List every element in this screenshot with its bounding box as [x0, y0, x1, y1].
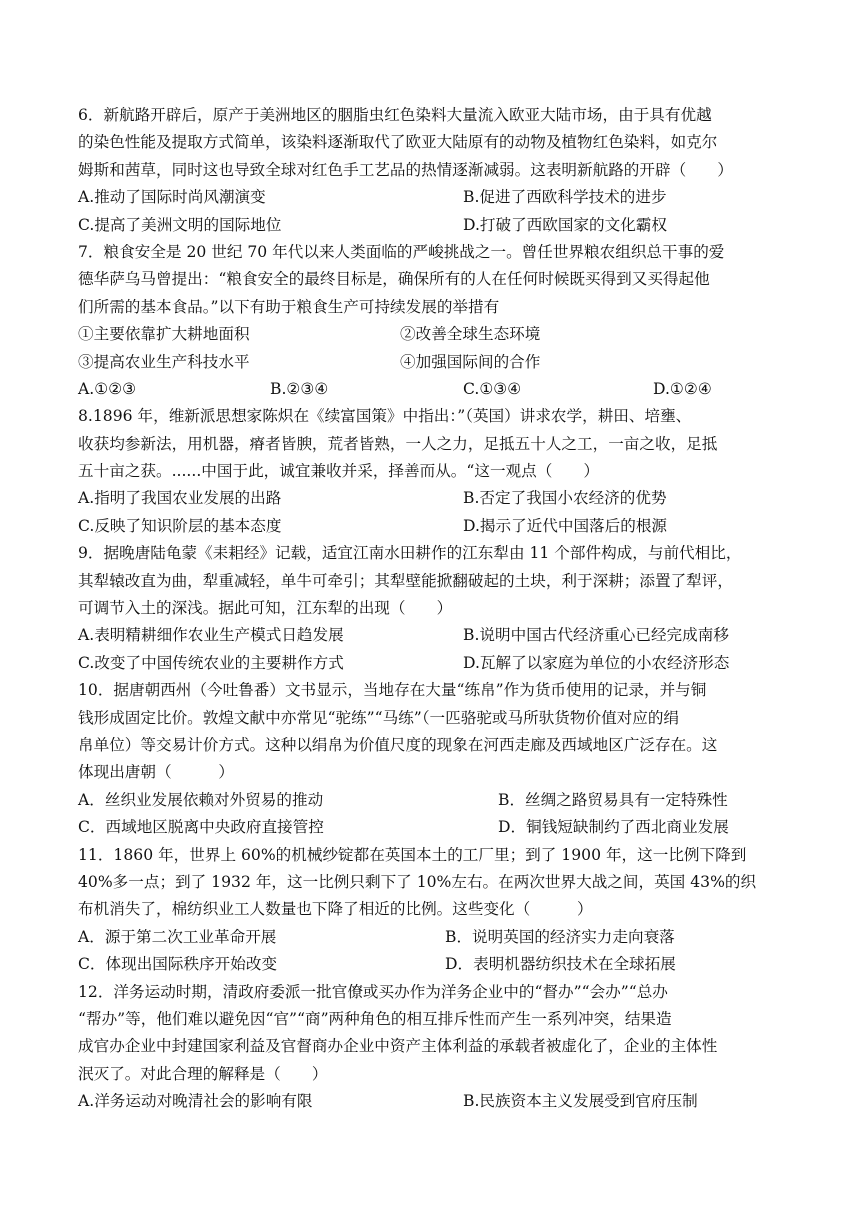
- option-row: [78, 485, 798, 512]
- option-d: D.打破了西欧国家的文化霸权: [463, 215, 668, 234]
- item-row: [78, 321, 798, 348]
- option-c: C.提高了美洲文明的国际地位: [78, 215, 282, 234]
- item-1: ①主要依靠扩大耕地面积: [78, 325, 250, 344]
- option-row: [78, 1088, 798, 1115]
- option-row: [78, 924, 798, 951]
- option-b: B.说明中国古代经济重心已经完成南移: [463, 626, 729, 645]
- item-3: ③提高农业生产科技水平: [78, 352, 250, 371]
- question-11: [78, 842, 798, 979]
- option-a: A.指明了我国农业发展的出路: [78, 489, 282, 508]
- option-row: [78, 212, 798, 239]
- question-stem-line: 体现出唐朝（ ）: [78, 763, 234, 782]
- question-8: [78, 403, 798, 540]
- option-c: C．体现出国际秩序开始改变: [78, 955, 278, 974]
- question-stem-line: 7．粮食安全是 20 世纪 70 年代以来人类面临的严峻挑战之一。曾任世界粮农组织总干事的爱: [78, 242, 725, 261]
- document-page: [78, 102, 798, 1115]
- question-stem-line: 成官办企业中封建国家利益及官督商办企业中资产主体利益的承载者被虚化了，企业的主体性: [78, 1037, 718, 1056]
- question-stem-line: 9．据晚唐陆龟蒙《耒耜经》记载，适宜江南水田耕作的江东犁由 11 个部件构成，与前代相比，: [78, 544, 742, 563]
- option-b: B．说明英国的经济实力走向衰落: [445, 927, 675, 946]
- option-row: [78, 650, 798, 677]
- option-b: B.民族资本主义发展受到官府压制: [463, 1092, 698, 1111]
- question-stem-line: 们所需的基本食品。”以下有助于粮食生产可持续发展的举措有: [78, 297, 500, 316]
- option-a: A.表明精耕细作农业生产模式日趋发展: [78, 626, 344, 645]
- question-10: [78, 677, 798, 841]
- question-6: [78, 102, 798, 239]
- question-stem-line: 其犁辕改直为曲，犁重减轻，单牛可牵引；其犁壁能掀翻破起的土块，利于深耕；添置了犁评，: [78, 571, 733, 590]
- option-row: [78, 951, 798, 978]
- question-stem-line: 布机消失了，棉纺织业工人数量也下降了相近的比例。这些变化（ ）: [78, 900, 593, 919]
- option-b: B.否定了我国小农经济的优势: [463, 489, 667, 508]
- question-stem-line: “帮办”等，他们难以避免因“官”“商”两种角色的相互排斥性而产生一系列冲突，结果造: [78, 1009, 672, 1028]
- option-a: A．源于第二次工业革命开展: [78, 927, 277, 946]
- question-7: [78, 239, 798, 403]
- option-d: D.揭示了近代中国落后的根源: [463, 516, 668, 535]
- option-a: A.①②③: [78, 379, 137, 398]
- option-a: A.推动了国际时尚风潮演变: [78, 188, 266, 207]
- question-12: [78, 979, 798, 1116]
- option-d: D.瓦解了以家庭为单位的小农经济形态: [463, 653, 730, 672]
- question-stem-line: 钱形成固定比价。敦煌文献中亦常见“驼练”“马练”（一匹骆驼或马所驮货物价值对应的绢: [78, 708, 680, 727]
- option-c: C.反映了知识阶层的基本态度: [78, 516, 282, 535]
- option-row: [78, 814, 798, 841]
- option-row: [78, 184, 798, 211]
- option-b: B.②③④: [270, 379, 329, 398]
- question-stem-line: 帛单位）等交易计价方式。这种以绢帛为价值尺度的现象在河西走廊及西域地区广泛存在。这: [78, 735, 718, 754]
- option-c: C.①③④: [463, 379, 522, 398]
- option-a: A.洋务运动对晚清社会的影响有限: [78, 1092, 313, 1111]
- question-stem-line: 6．新航路开辟后，原产于美洲地区的胭脂虫红色染料大量流入欧亚大陆市场，由于具有优越: [78, 106, 712, 124]
- option-d: D．铜钱短缺制约了西北商业发展: [498, 818, 729, 837]
- question-stem-line: 的染色性能及提取方式简单，该染料逐渐取代了欧亚大陆原有的动物及植物红色染料，如克尔: [78, 133, 718, 152]
- question-stem-line: 40%多一点；到了 1932 年，这一比例只剩下了 10%左右。在两次世界大战之间，英国 43%的织: [78, 872, 757, 891]
- question-stem-line: 可调节入土的深浅。据此可知，江东犁的出现（ ）: [78, 599, 453, 618]
- question-stem-line: 姆斯和茜草，同时这也导致全球对红色手工艺品的热情逐渐减弱。这表明新航路的开辟（ ）: [78, 160, 733, 179]
- question-stem-line: 12．洋务运动时期，清政府委派一批官僚或买办作为洋务企业中的“督办”“会办”“总办: [78, 982, 668, 1001]
- question-stem-line: 五十亩之获。......中国于此，诚宜兼收并采，择善而从。“这一观点（ ）: [78, 462, 600, 481]
- option-c: C.改变了中国传统农业的主要耕作方式: [78, 653, 344, 672]
- option-c: C．西域地区脱离中央政府直接管控: [78, 818, 324, 837]
- item-4: ④加强国际间的合作: [400, 352, 541, 371]
- option-row: [78, 376, 798, 403]
- option-d: D．表明机器纺织技术在全球拓展: [445, 955, 676, 974]
- question-stem-line: 收获均参新法，用机器，瘠者皆腴，荒者皆熟，一人之力，足抵五十人之工，一亩之收，足抵: [78, 434, 718, 453]
- option-row: [78, 622, 798, 649]
- question-stem-line: 8.1896 年，维新派思想家陈炽在《续富国策》中指出：”（英国）讲求农学，耕田、培壅、: [78, 407, 692, 426]
- option-row: [78, 787, 798, 814]
- option-b: B.促进了西欧科学技术的进步: [463, 188, 667, 207]
- option-row: [78, 513, 798, 540]
- question-9: [78, 540, 798, 677]
- question-stem-line: 泯灭了。对此合理的解释是（ ）: [78, 1064, 328, 1083]
- option-d: D.①②④: [653, 379, 712, 398]
- question-stem-line: 10．据唐朝西州（今吐鲁番）文书显示，当地存在大量“练帛”作为货币使用的记录，并与铜: [78, 681, 707, 700]
- item-row: [78, 349, 798, 376]
- question-stem-line: 德华萨乌马曾提出：“粮食安全的最终目标是，确保所有的人在任何时候既买得到又买得起他: [78, 270, 710, 289]
- item-2: ②改善全球生态环境: [400, 325, 541, 344]
- option-a: A．丝织业发展依赖对外贸易的推动: [78, 790, 324, 809]
- question-stem-line: 11．1860 年，世界上 60%的机械纱锭都在英国本土的工厂里；到了 1900 年，这一比例下降到: [78, 845, 747, 864]
- option-b: B．丝绸之路贸易具有一定特殊性: [498, 790, 728, 809]
